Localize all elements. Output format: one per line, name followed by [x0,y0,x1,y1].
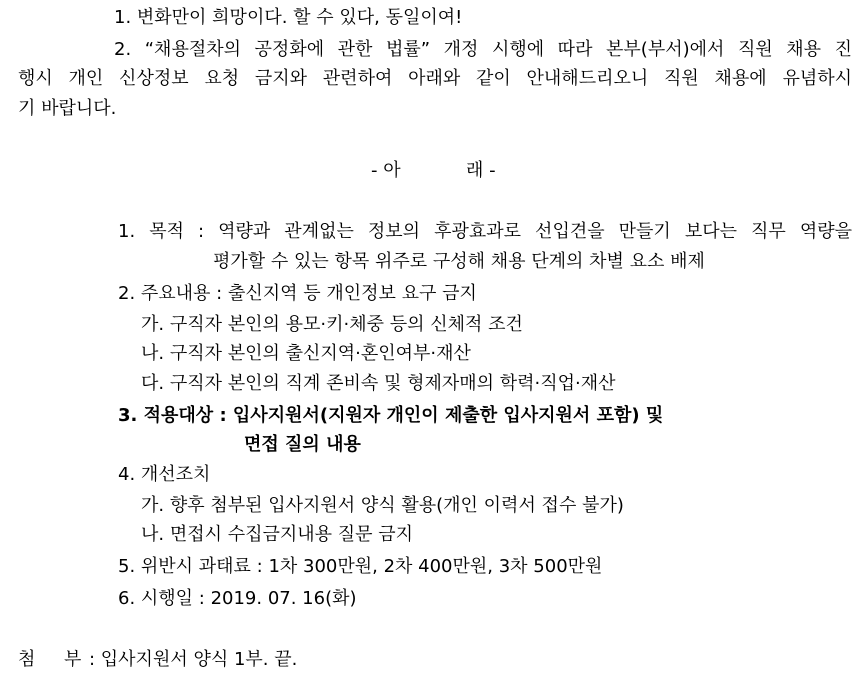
scope-line-1: 3. 적용대상 : 입사지원서(지원자 개인이 제출한 입사지원서 포함) 및 [118,405,664,426]
heading-right: 래 - [466,160,496,181]
attachment-label-2: 부 [64,649,82,670]
penalty-line: 5. 위반시 과태료 : 1차 300만원, 2차 400만원, 3차 500만원 [118,556,603,577]
heading-left: - 아 [371,160,401,181]
effective-date-line: 6. 시행일 : 2019. 07. 16(화) [118,588,357,609]
intro-line-4: 기 바랍니다. [18,98,117,119]
improvement-title: 4. 개선조치 [118,464,211,485]
intro-line-3: 행시 개인 신상정보 요청 금지와 관련하여 아래와 같이 안내해드리오니 직원 채용에 유념하시 [18,68,852,89]
intro-line-2: 2. “채용절차의 공정화에 관한 법률” 개정 시행에 따라 본부(부서)에서 직원 채용 진 [114,39,852,60]
main-content-b: 나. 구직자 본인의 출신지역·혼인여부·재산 [141,343,471,364]
attachment-label-1: 첨 [18,649,36,670]
attachment-text: : 입사지원서 양식 1부. 끝. [89,649,298,670]
main-content-title: 2. 주요내용 : 출신지역 등 개인정보 요구 금지 [118,283,477,304]
improvement-a: 가. 향후 첨부된 입사지원서 양식 활용(개인 이력서 접수 불가) [141,495,624,516]
intro-line-1: 1. 변화만이 희망이다. 할 수 있다, 동일이여! [114,7,463,28]
main-content-a: 가. 구직자 본인의 용모·키·체중 등의 신체적 조건 [141,314,523,335]
main-content-c: 다. 구직자 본인의 직계 존비속 및 형제자매의 학력·직업·재산 [141,373,616,394]
purpose-line-2: 평가할 수 있는 항목 위주로 구성해 채용 단계의 차별 요소 배제 [213,251,705,272]
purpose-line-1: 1. 목적 : 역량과 관계없는 정보의 후광효과로 선입견을 만들기 보다는 직무 역량을 [118,221,852,242]
improvement-b: 나. 면접시 수집금지내용 질문 금지 [141,524,414,545]
scope-line-2: 면접 질의 내용 [244,434,361,455]
